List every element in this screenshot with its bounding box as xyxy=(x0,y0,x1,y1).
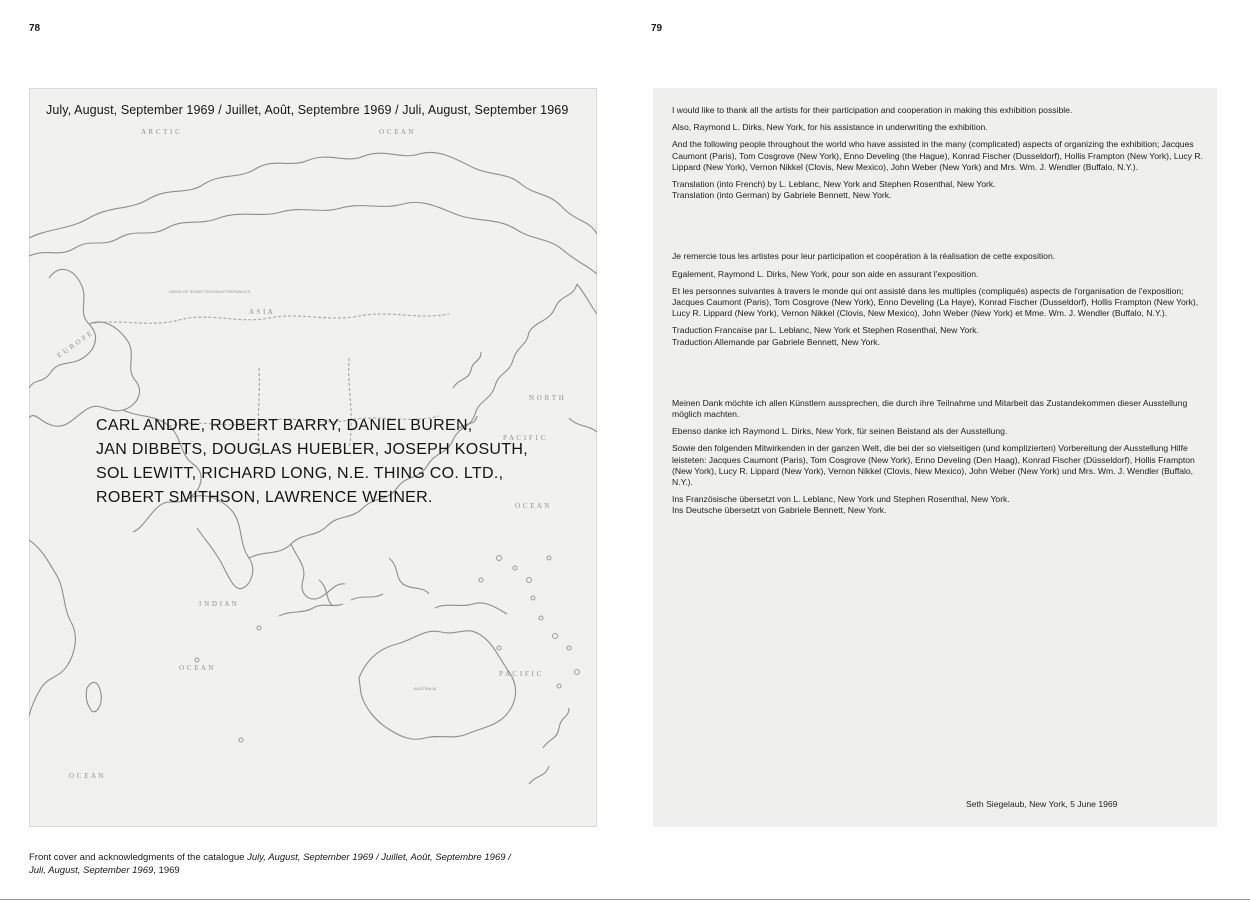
ack-fr-3: Et les personnes suivantes à travers le monde qui ont assisté dans les multiples (compliqués) aspects de l'organisation de l'exposition; Jacques Caumont (Paris), Tom Cosgrove (New York), Enno Develing (La Haye), Konrad Fischer (Dusseldorf), Hollis Frampton (New York), Lucy R. Lippard (New York), Vernon Nikkel (Clovis, New Mexico), John Weber (New York) et Mme. Wm. J. Wendler (Buffalo, N.Y.). xyxy=(672,285,1199,319)
ack-de-1: Meinen Dank möchte ich allen Künstlern aussprechen, die durch ihre Teilnahme und Mitarbeit das Zustandekommen dieser Ausstellung möglich machten. xyxy=(672,397,1188,420)
map-label-ocean-bottom: O C E A N xyxy=(69,772,104,780)
bottom-rule xyxy=(0,899,1250,900)
signature-line: Seth Siegelaub, New York, 5 June 1969 xyxy=(966,799,1118,809)
artist-line: JAN DIBBETS, DOUGLAS HUEBLER, JOSEPH KOSUTH, xyxy=(96,441,528,458)
figure-caption xyxy=(29,851,589,877)
catalogue-cover xyxy=(29,88,597,827)
map-label-ussr: UNION OF SOVIET SOCIALIST REPUBLICS xyxy=(169,289,250,294)
ack-fr-1: Je remercie tous les artistes pour leur participation et coopération à la réalisation de cette exposition. xyxy=(672,251,1056,262)
map-label-australia: AUSTRALIA xyxy=(414,686,437,691)
artist-line: SOL LEWITT, RICHARD LONG, N.E. THING CO. LTD., xyxy=(96,465,504,482)
map-label-ocean-right: O C E A N xyxy=(515,502,550,510)
acknowledgments-text xyxy=(672,105,1215,523)
page-number-right: 79 xyxy=(651,23,663,34)
ack-fr-4: Traduction Francaise par L. Leblanc, New York et Stephen Rosenthal, New York. Traduction Allemande par Gabriele Bennett, New York. xyxy=(672,325,979,347)
map-label-pacific-lower: P A C I F I C xyxy=(499,670,542,678)
ack-de-2: Ebenso danke ich Raymond L. Dirks, New York, für seinen Beistand als der Ausstellung. xyxy=(672,426,1008,437)
map-label-ocean-lower: O C E A N xyxy=(179,664,214,672)
map-label-asia: A S I A xyxy=(249,308,274,316)
map-label-pacific-upper: P A C I F I C xyxy=(503,434,546,442)
ack-en-2: Also, Raymond L. Dirks, New York, for his assistance in underwriting the exhibition. xyxy=(672,122,988,133)
map-label-indian: I N D I A N xyxy=(199,600,238,608)
ack-en-1: I would like to thank all the artists for their participation and cooperation in making this exhibition possible. xyxy=(672,105,1073,115)
artist-line: ROBERT SMITHSON, LAWRENCE WEINER. xyxy=(96,489,433,506)
map-label-europe: E U R O P E xyxy=(55,329,94,360)
ack-en-3: And the following people throughout the world who have assisted in the many (complicated) aspects of organizing the exhibition; Jacques Caumont (Paris), Tom Cosgrove (New York), Enno Develing (the Hague), Konrad Fischer (Dusseldorf), Hollis Frampton (New York), Lucy R. Lippard (New York), Vernon Nikkel (Clovis, New Mexico), John Weber (New York) and Mrs. Wm. J. Wendler (Buffalo, N.Y.). xyxy=(672,139,1203,172)
cover-date-line: July, August, September 1969 / Juillet, Août, Septembre 1969 / Juli, August, September 1969 xyxy=(46,103,569,117)
caption-title-1: July, August, September 1969 / Juillet, Août, Septembre 1969 / xyxy=(247,852,511,863)
map-label-arctic: A R C T I C xyxy=(141,128,181,136)
caption-prefix: Front cover and acknowledgments of the catalogue xyxy=(29,852,248,863)
ack-de-4: Ins Französische übersetzt von L. Leblanc, New York und Stephen Rosenthal, New York. Ins Deutsche übersetzt von Gabriele Bennett, New York. xyxy=(672,494,1010,516)
acknowledgments-page xyxy=(653,88,1217,827)
caption-title-2: Juli, August, September 1969 xyxy=(29,865,154,876)
caption-suffix: , 1969 xyxy=(153,865,180,876)
cover-artist-list xyxy=(96,414,566,510)
ack-fr-2: Egalement, Raymond L. Dirks, New York, pour son aide en assurant l'exposition. xyxy=(672,268,979,279)
map-label-north: N O R T H xyxy=(529,394,565,402)
artist-line: CARL ANDRE, ROBERT BARRY, DANIEL BUREN, xyxy=(96,417,473,434)
page-number-left: 78 xyxy=(29,23,41,34)
map-label-arctic-ocean: O C E A N xyxy=(379,128,414,136)
ack-en-4: Translation (into French) by L. Leblanc, New York and Stephen Rosenthal, New York. Translation (into German) by Gabriele Bennett, New York. xyxy=(672,179,996,201)
ack-de-3: Sowie den folgenden Mitwirkenden in der ganzen Welt, die bei der so vielseitigen (und komplizierten) Vorbereitung der Ausstellung Hilfe leisteten: Jacques Caumont (Paris), Tom Cosgrove (New York), Enno Develing (Den Haag), Konrad Fischer (Düsseldorf), Hollis Frampton (New York), Lucy R. Lippard (New York), Vernon Nikkel (Clovis, New Mexico), John Weber (New York) und Mrs. Wm. J. Wendler (Buffalo, N.Y.). xyxy=(672,443,1195,488)
